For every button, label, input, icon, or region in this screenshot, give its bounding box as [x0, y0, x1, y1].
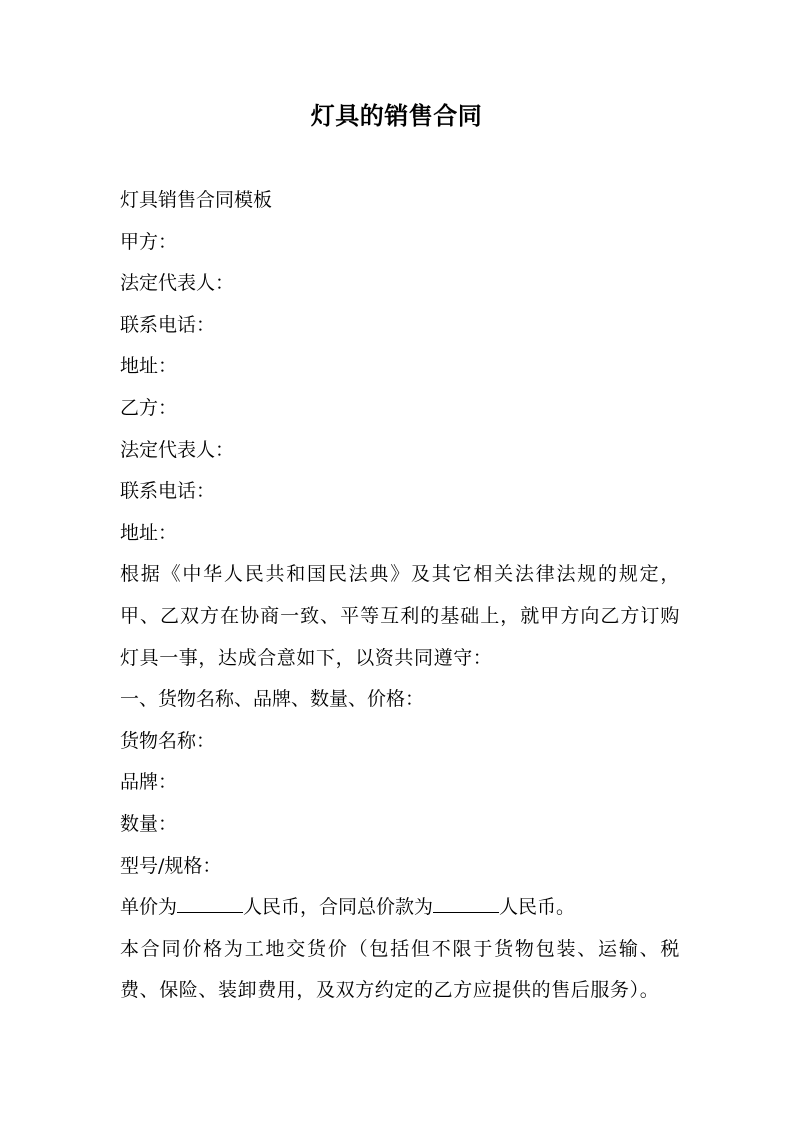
party-b-line: 乙方： [120, 396, 178, 419]
document-body [120, 180, 680, 1012]
party-a-address-line: 地址： [120, 355, 178, 378]
quantity-line: 数量： [120, 812, 178, 835]
goods-name-line: 货物名称： [120, 729, 216, 752]
document-title: 灯具的销售合同 [310, 101, 483, 130]
template-name-line: 灯具销售合同模板 [120, 189, 273, 211]
party-b-phone-line: 联系电话： [120, 480, 216, 503]
model-spec-line: 型号/规格： [120, 854, 222, 877]
party-a-representative-line: 法定代表人： [120, 272, 235, 295]
price-note-paragraph: 本合同价格为工地交货价（包括但不限于货物包装、运输、税费、保险、装卸费用，及双方约定的乙方应提供的售后服务）。 [120, 937, 680, 1002]
preamble-paragraph: 根据《中华人民共和国民法典》及其它相关法律法规的规定，甲、乙双方在协商一致、平等互利的基础上，就甲方向乙方订购灯具一事，达成合意如下，以资共同遵守： [120, 563, 680, 669]
total-price-blank [433, 895, 499, 913]
party-a-line: 甲方： [120, 230, 178, 253]
price-line-part2: 人民币，合同总价款为 [243, 896, 434, 919]
party-a-phone-line: 联系电话： [120, 313, 216, 336]
unit-price-blank [177, 895, 243, 913]
price-line [120, 887, 680, 929]
party-b-address-line: 地址： [120, 521, 178, 544]
price-line-part3: 人民币。 [499, 896, 576, 919]
section1-heading: 一、货物名称、品牌、数量、价格： [120, 688, 425, 711]
party-b-representative-line: 法定代表人： [120, 438, 235, 461]
price-line-part1: 单价为 [120, 896, 178, 919]
brand-line: 品牌： [120, 771, 178, 794]
